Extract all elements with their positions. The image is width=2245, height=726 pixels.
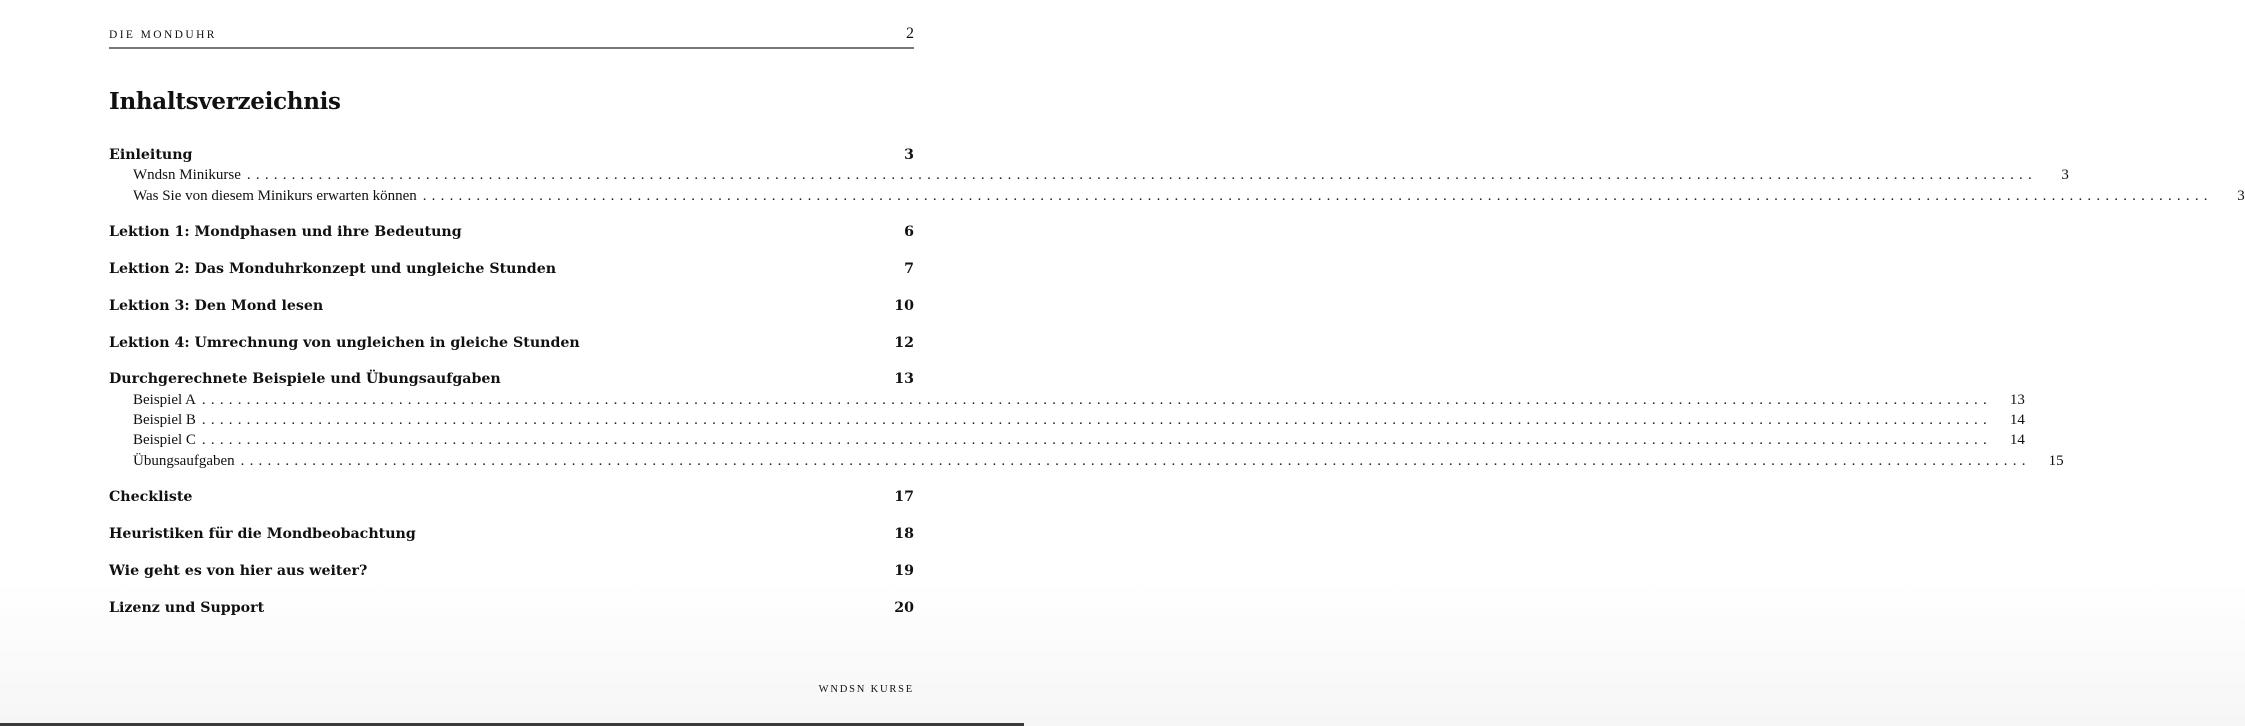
toc-entry-title: Wie geht es von hier aus weiter? (109, 562, 368, 579)
toc-entry-title: Lektion 1: Mondphasen und ihre Bedeutung (109, 224, 462, 241)
toc-entry-title: Lizenz und Support (109, 599, 265, 616)
running-header-title: DIE MONDUHR (109, 29, 217, 41)
toc-entry-page: 3 (904, 147, 914, 163)
toc-subentry-title: Beispiel A (133, 391, 196, 408)
dot-leader: ........................................................................................................................................................................................................ (201, 391, 1992, 408)
toc-subentry-title: Beispiel B (133, 412, 196, 428)
toc-entry-title: Lektion 3: Den Mond lesen (109, 297, 324, 314)
toc-subentry-title: Beispiel C (133, 432, 196, 449)
toc-entry-page: 20 (894, 599, 914, 616)
toc-subentry[interactable] (109, 410, 2025, 430)
dot-leader: ........................................................................................................................................................................................................ (201, 412, 1992, 428)
toc-section (109, 296, 914, 316)
toc-subentry-title: Übungsaufgaben (133, 452, 235, 469)
toc-subentry[interactable] (109, 430, 2025, 450)
toc-entry[interactable] (109, 598, 914, 618)
toc-section (109, 561, 914, 581)
toc-entry-page: 19 (894, 562, 914, 579)
toc-subentry[interactable] (109, 390, 2025, 410)
toc-entry[interactable] (109, 259, 914, 279)
toc-entry-title: Heuristiken für die Mondbeobachtung (109, 526, 416, 543)
toc-entry-title: Lektion 2: Das Monduhrkonzept und ungleiche Stunden (109, 261, 557, 278)
dot-leader: ........................................................................................................................................................................................................ (240, 452, 2031, 469)
toc-entry-title: Durchgerechnete Beispiele und Übungsaufgaben (109, 371, 501, 388)
toc-subentry-page: 14 (2009, 432, 2025, 449)
toc-subentry-page: 3 (2061, 167, 2069, 184)
toc-section (109, 598, 914, 618)
toc-subentry[interactable] (109, 165, 2069, 185)
table-of-contents (109, 145, 2245, 634)
toc-entry[interactable] (109, 333, 914, 353)
toc-entry-title: Einleitung (109, 147, 193, 163)
toc-entry-page: 7 (904, 261, 914, 278)
toc-section (109, 369, 2064, 471)
toc-entry-title: Lektion 4: Umrechnung von ungleichen in gleiche Stunden (109, 334, 580, 351)
page-number: 2 (906, 25, 914, 42)
toc-entry-page: 18 (894, 526, 914, 543)
toc-subentry-page: 15 (2048, 452, 2064, 469)
toc-section (109, 524, 914, 544)
toc-section (109, 145, 2245, 206)
toc-entry-page: 17 (894, 489, 914, 506)
toc-entry[interactable] (109, 145, 914, 165)
toc-subentry-page: 13 (2009, 391, 2025, 408)
toc-entry[interactable] (109, 296, 914, 316)
running-footer: WNDSN KURSE (818, 684, 914, 695)
toc-entry[interactable] (109, 561, 914, 581)
toc-subentry-title: Was Sie von diesem Minikurs erwarten können (133, 187, 417, 204)
page-title: Inhaltsverzeichnis (109, 88, 341, 115)
dot-leader: ........................................................................................................................................................................................................ (246, 167, 2037, 184)
toc-subentry[interactable] (109, 451, 2064, 471)
toc-section (109, 259, 914, 279)
toc-entry[interactable] (109, 369, 914, 389)
toc-entry-page: 10 (894, 297, 914, 314)
toc-entry[interactable] (109, 524, 914, 544)
toc-section (109, 222, 914, 242)
toc-entry-page: 12 (894, 334, 914, 351)
toc-subentry-title: Wndsn Minikurse (133, 167, 241, 184)
toc-subentry[interactable] (109, 186, 2245, 206)
running-header (109, 25, 914, 49)
toc-entry[interactable] (109, 487, 914, 507)
toc-entry-title: Checkliste (109, 489, 193, 506)
toc-section (109, 333, 914, 353)
toc-entry-page: 6 (904, 224, 914, 241)
toc-entry[interactable] (109, 222, 914, 242)
dot-leader: ........................................................................................................................................................................................................ (422, 187, 2213, 204)
toc-section (109, 487, 914, 507)
toc-subentry-page: 14 (2009, 412, 2025, 428)
dot-leader: ........................................................................................................................................................................................................ (201, 432, 1992, 449)
toc-entry-page: 13 (894, 371, 914, 388)
toc-subentry-page: 3 (2237, 187, 2245, 204)
